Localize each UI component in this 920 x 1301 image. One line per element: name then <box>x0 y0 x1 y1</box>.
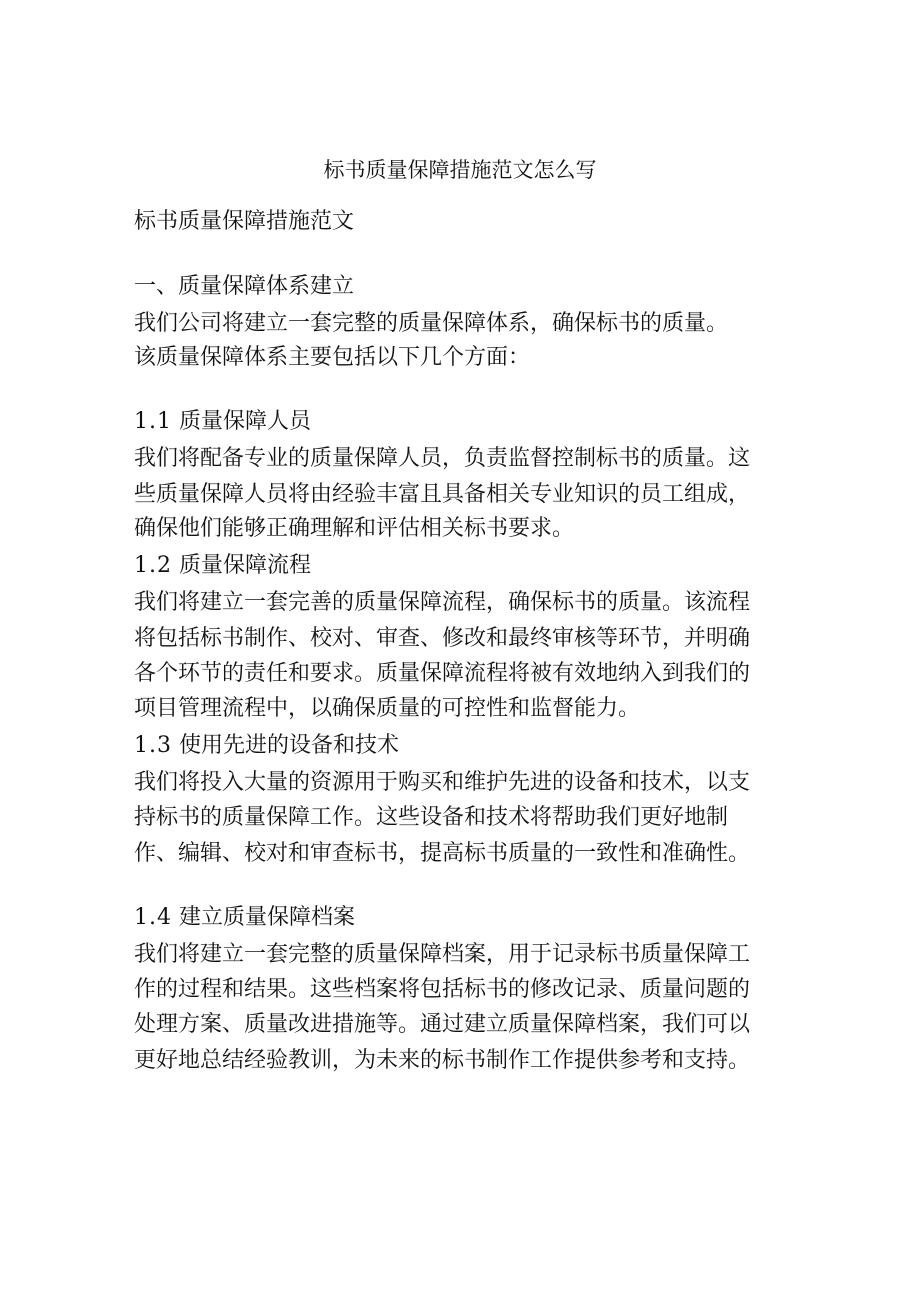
paragraph-line: 我们将配备专业的质量保障人员，负责监督控制标书的质量。这 <box>134 446 751 471</box>
paragraph-line: 各个环节的责任和要求。质量保障流程将被有效地纳入到我们的 <box>134 661 751 686</box>
paragraph-line: 处理方案、质量改进措施等。通过建立质量保障档案，我们可以 <box>134 1012 751 1037</box>
subsection-title: 建立质量保障档案 <box>179 905 356 930</box>
paragraph-line: 项目管理流程中，以确保质量的可控性和监督能力。 <box>134 696 641 721</box>
paragraph-line: 作的过程和结果。这些档案将包括标书的修改记录、质量问题的 <box>134 977 751 1002</box>
subsection-title: 质量保障流程 <box>179 553 312 578</box>
subsection-number: 1.4 <box>134 905 172 930</box>
paragraph-line: 我们公司将建立一套完整的质量保障体系，确保标书的质量。 <box>134 311 729 336</box>
paragraph-line: 我们将建立一套完整的质量保障档案，用于记录标书质量保障工 <box>134 942 751 967</box>
paragraph-line: 确保他们能够正确理解和评估相关标书要求。 <box>134 516 575 541</box>
paragraph-line: 作、编辑、校对和审查标书，提高标书质量的一致性和准确性。 <box>134 841 751 866</box>
document-title: 标书质量保障措施范文怎么写 <box>323 158 597 182</box>
paragraph-line: 我们将建立一套完善的质量保障流程，确保标书的质量。该流程 <box>134 590 751 615</box>
paragraph-line: 持标书的质量保障工作。这些设备和技术将帮助我们更好地制 <box>134 805 729 830</box>
paragraph-line: 该质量保障体系主要包括以下几个方面： <box>134 345 531 370</box>
paragraph-line: 我们将投入大量的资源用于购买和维护先进的设备和技术，以支 <box>134 770 751 795</box>
document-subtitle: 标书质量保障措施范文 <box>134 209 355 234</box>
subsection-title: 质量保障人员 <box>179 409 312 434</box>
subsection-heading <box>134 405 311 439</box>
subsection-number: 1.2 <box>134 553 172 578</box>
subsection-number: 1.1 <box>134 409 172 434</box>
paragraph-line: 些质量保障人员将由经验丰富且具备相关专业知识的员工组成， <box>134 482 751 507</box>
subsection-heading <box>134 901 355 935</box>
subsection-title: 使用先进的设备和技术 <box>179 733 400 758</box>
section-heading: 一、质量保障体系建立 <box>134 274 355 299</box>
subsection-heading <box>134 729 399 763</box>
subsection-heading <box>134 549 311 583</box>
paragraph-line: 将包括标书制作、校对、审查、修改和最终审核等环节，并明确 <box>134 626 751 651</box>
paragraph-line: 更好地总结经验教训，为未来的标书制作工作提供参考和支持。 <box>134 1048 751 1073</box>
subsection-number: 1.3 <box>134 733 172 758</box>
